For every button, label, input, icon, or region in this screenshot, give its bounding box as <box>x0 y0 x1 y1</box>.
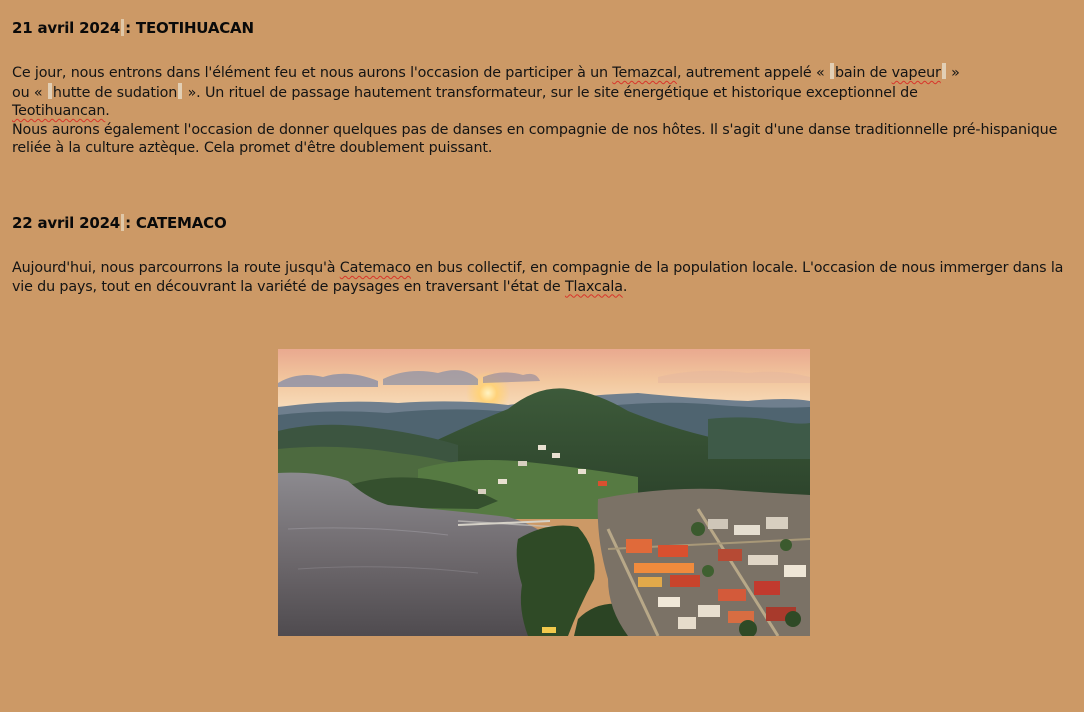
highlight-marker <box>178 83 182 99</box>
catemaco-photo-illustration <box>278 349 810 636</box>
text-run: » <box>946 65 960 81</box>
text-run: hutte de sudation <box>52 84 178 101</box>
text-run: Ce jour, nous entrons dans l'élément feu et nous aurons l'occasion de participer à un <box>12 65 613 81</box>
highlight-marker <box>942 63 946 79</box>
paragraph-day-2-catemaco <box>12 259 1076 296</box>
text-run: en bus collectif, en compagnie de la population locale. L'occasion de nous immerger dans la vie du pays, tout en découvrant la variété de paysages en traversant l'état de <box>12 260 1064 295</box>
text-run: ». Un rituel de passage hautement transformateur, sur le site énergétique et historique exceptionnel de <box>183 84 918 101</box>
text-run: . <box>622 278 628 295</box>
misspelled-word-tlaxcala[interactable]: Tlaxcala <box>564 278 623 295</box>
text-cursor-marker <box>121 19 124 36</box>
misspelled-word-temazcal[interactable]: Temazcal <box>612 65 677 81</box>
heading-day-2-date: 22 avril 2024 <box>12 214 121 232</box>
heading-day-1-date: 21 avril 2024 <box>12 19 121 37</box>
text-run: Aujourd'hui, nous parcourrons la route jusqu'à <box>12 260 340 276</box>
text-run: ou « <box>12 84 47 101</box>
heading-day-1-place: TEOTIHUACAN <box>135 19 254 37</box>
highlight-marker <box>48 83 52 99</box>
heading-day-1 <box>12 19 254 37</box>
misspelled-word-catemaco[interactable]: Catemaco <box>339 260 412 276</box>
paragraph-day-1-danses: Nous aurons également l'occasion de donner quelques pas de danses en compagnie de nos hôtes. Il s'agit d'une danse traditionnelle pré-hispanique reliée à la culture aztèque. Cela promet d'être doublement puissant. <box>12 121 1058 156</box>
highlight-marker <box>830 63 834 79</box>
paragraph-day-2 <box>12 259 1076 296</box>
text-cursor-marker <box>121 214 124 231</box>
heading-day-2 <box>12 214 227 232</box>
misspelled-word-teotihuancan[interactable]: Teotihuancan <box>12 103 106 119</box>
paragraph-day-1-temazcal <box>12 63 1076 121</box>
heading-day-1-separator: : <box>125 19 131 37</box>
catemaco-photo[interactable] <box>278 349 810 636</box>
heading-day-2-separator: : <box>125 214 131 232</box>
text-run: bain de <box>834 65 892 81</box>
text-run: , autrement appelé « <box>676 65 829 81</box>
misspelled-word-vapeur[interactable]: vapeur <box>891 65 941 81</box>
heading-day-2-place: CATEMACO <box>135 214 227 232</box>
paragraph-day-1 <box>12 63 1076 158</box>
text-run: . <box>105 103 110 119</box>
